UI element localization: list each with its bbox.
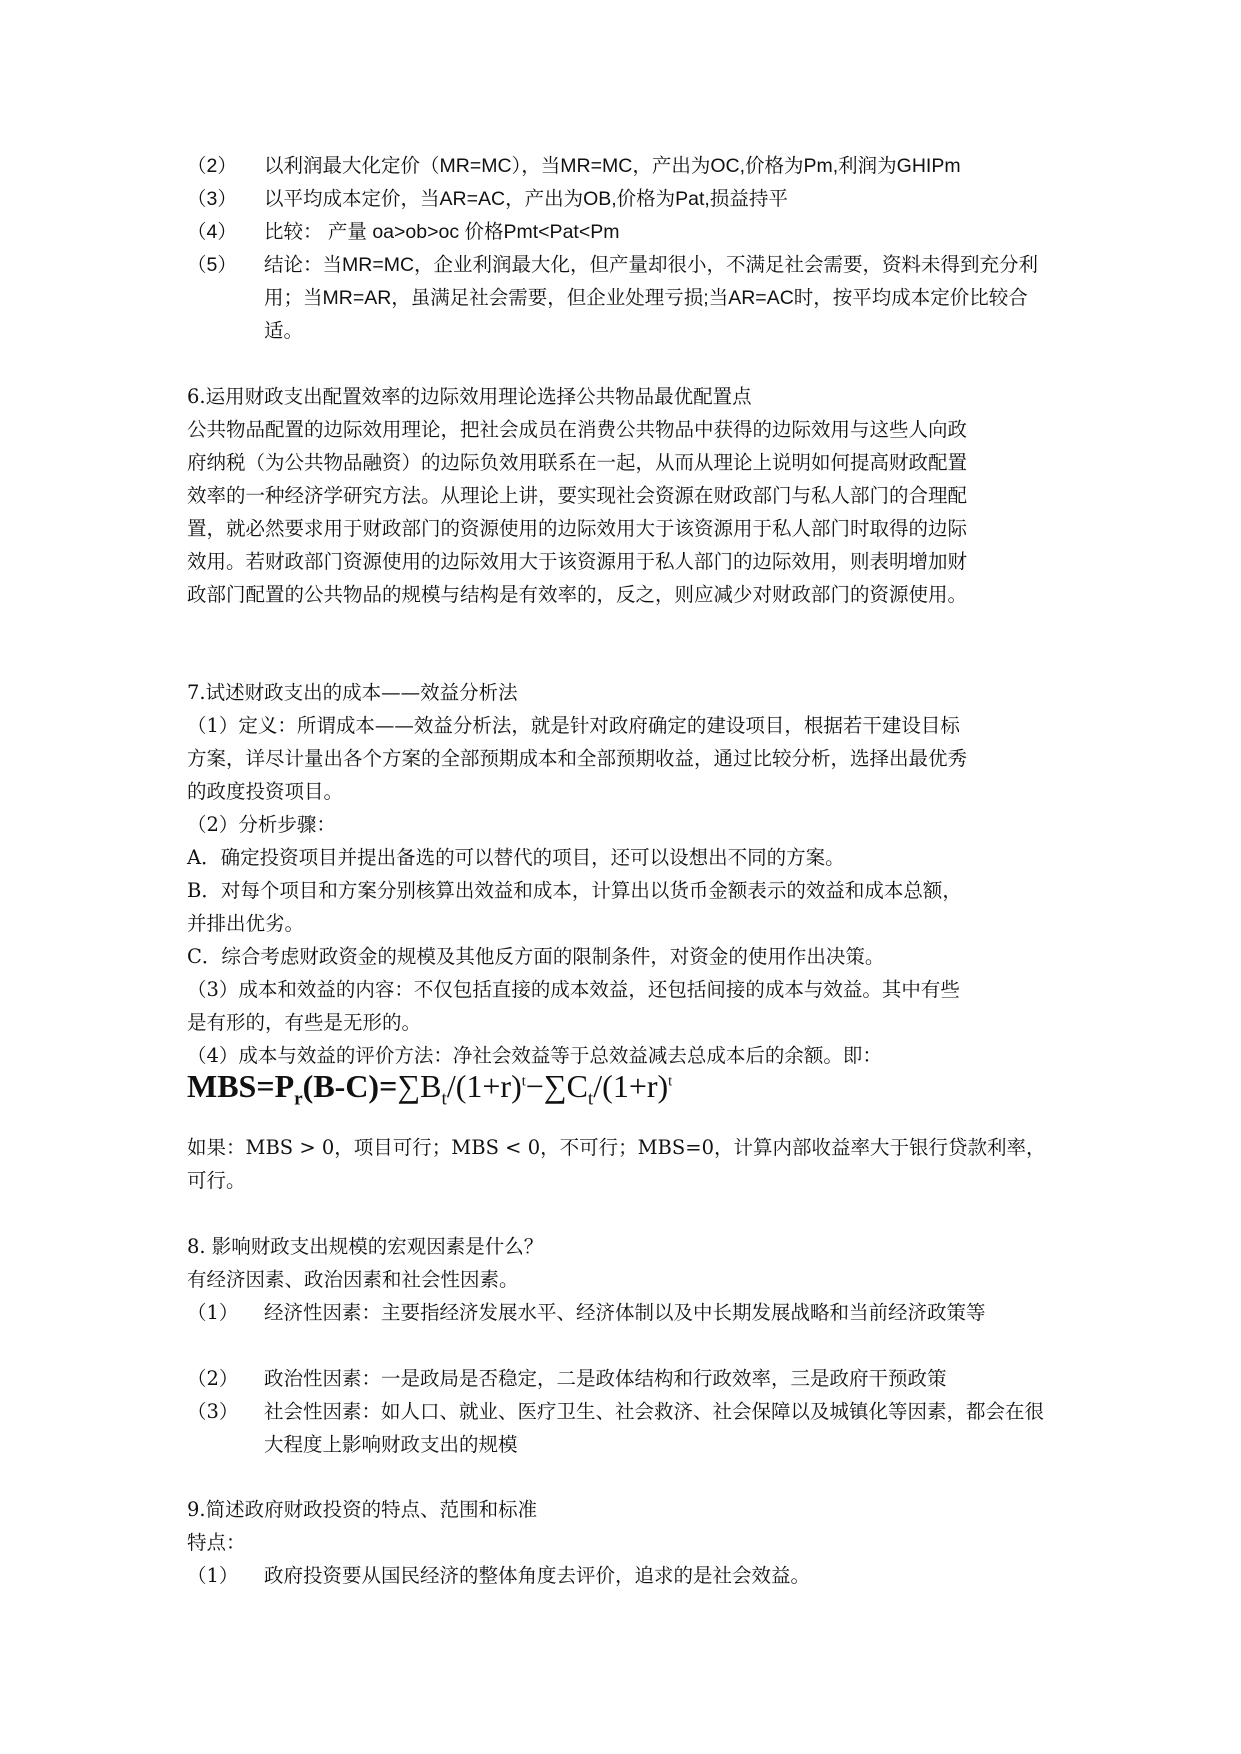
mbs-formula bbox=[187, 1068, 672, 1110]
paragraph-line: 并排出优劣。 bbox=[187, 912, 305, 935]
list-text: 结论：当MR=MC，企业利润最大化，但产量却很小，不满足社会需要，资料未得到充分利用；当MR=AR，虽满足社会需要，但企业处理亏损;当AR=AC时，按平均成本定价比较合适。 bbox=[264, 254, 1039, 342]
paragraph-line: 特点： bbox=[187, 1531, 246, 1554]
paragraph-line: 如果：MBS > 0，项目可行；MBS < 0，不可行；MBS=0，计算内部收益率大于银行贷款利率， bbox=[187, 1136, 1046, 1159]
formula-sum-cost: ∑C bbox=[543, 1068, 588, 1104]
paragraph-line: （2）分析步骤： bbox=[187, 813, 336, 836]
paragraph-line: 的政度投资项目。 bbox=[187, 780, 344, 803]
section-7-title: 7.试述财政支出的成本——效益分析法 bbox=[187, 681, 518, 704]
list-number: （1） bbox=[187, 1301, 239, 1324]
formula-discount: /(1+r) bbox=[446, 1068, 522, 1104]
paragraph-line: 是有形的，有些是无形的。 bbox=[187, 1011, 422, 1034]
list-item bbox=[187, 1559, 1057, 1592]
list-text: 政治性因素：一是政局是否稳定，二是政体结构和行政效率，三是政府干预政策 bbox=[264, 1367, 947, 1390]
section-6-title: 6.运用财政支出配置效率的边际效用理论选择公共物品最优配置点 bbox=[187, 385, 752, 408]
list-text: 以平均成本定价，当AR=AC，产出为OB,价格为Pat,损益持平 bbox=[264, 188, 788, 210]
section-9-title: 9.简述政府财政投资的特点、范围和标准 bbox=[187, 1498, 538, 1521]
formula-lhs: MBS=P bbox=[187, 1068, 295, 1104]
paragraph-line: （3）成本和效益的内容：不仅包括直接的成本效益，还包括间接的成本与效益。其中有些 bbox=[187, 978, 960, 1001]
list-text: 以利润最大化定价（MR=MC），当MR=MC，产出为OC,价格为Pm,利润为GHIPm bbox=[264, 155, 961, 177]
formula-minus: − bbox=[525, 1068, 544, 1104]
formula-subscript: r bbox=[294, 1088, 303, 1110]
paragraph-line: 效率的一种经济学研究方法。从理论上讲，要实现社会资源在财政部门与私人部门的合理配 bbox=[187, 484, 968, 507]
list-item bbox=[187, 249, 1057, 348]
section-8-title: 8. 影响财政支出规模的宏观因素是什么？ bbox=[187, 1235, 544, 1258]
list-item bbox=[187, 1395, 1057, 1461]
list-item bbox=[187, 1362, 1057, 1395]
formula-exponent: t bbox=[521, 1073, 526, 1090]
formula-exponent: t bbox=[668, 1073, 673, 1090]
paragraph-line: A．确定投资项目并提出备选的可以替代的项目，还可以设想出不同的方案。 bbox=[187, 846, 845, 869]
formula-sum-benefit: ∑B bbox=[397, 1068, 442, 1104]
list-item bbox=[187, 183, 1057, 216]
formula-mid: (B-C)= bbox=[302, 1068, 398, 1104]
formula-subscript: t bbox=[441, 1088, 447, 1110]
list-text: 经济性因素：主要指经济发展水平、经济体制以及中长期发展战略和当前经济政策等 bbox=[264, 1301, 986, 1324]
list-item bbox=[187, 150, 1057, 183]
list-number: （4） bbox=[187, 221, 237, 243]
list-text: 社会性因素：如人口、就业、医疗卫生、社会救济、社会保障以及城镇化等因素，都会在很大程度上影响财政支出的规模 bbox=[264, 1400, 1045, 1456]
paragraph-line: 政部门配置的公共物品的规模与结构是有效率的，反之，则应减少对财政部门的资源使用。 bbox=[187, 583, 968, 606]
paragraph-line: 公共物品配置的边际效用理论，把社会成员在消费公共物品中获得的边际效用与这些人向政 bbox=[187, 418, 968, 441]
list-text: 政府投资要从国民经济的整体角度去评价，追求的是社会效益。 bbox=[264, 1564, 811, 1587]
list-number: （2） bbox=[187, 155, 237, 177]
list-item bbox=[187, 216, 1057, 249]
list-number: （3） bbox=[187, 188, 237, 210]
paragraph-line: （1）定义：所谓成本——效益分析法，就是针对政府确定的建设项目，根据若干建设目标 bbox=[187, 714, 960, 737]
paragraph-line: C．综合考虑财政资金的规模及其他反方面的限制条件，对资金的使用作出决策。 bbox=[187, 945, 885, 968]
paragraph-line: （4）成本与效益的评价方法：净社会效益等于总效益减去总成本后的余额。即： bbox=[187, 1044, 882, 1067]
list-number: （2） bbox=[187, 1367, 239, 1390]
list-number: （1） bbox=[187, 1564, 239, 1587]
formula-discount: /(1+r) bbox=[593, 1068, 669, 1104]
list-text: 比较： 产量 oa>ob>oc 价格Pmt<Pat<Pm bbox=[264, 221, 620, 243]
paragraph-line: 效用。若财政部门资源使用的边际效用大于该资源用于私人部门的边际效用，则表明增加财 bbox=[187, 550, 968, 573]
list-number: （3） bbox=[187, 1400, 239, 1423]
list-number: （5） bbox=[187, 254, 237, 276]
paragraph-line: 有经济因素、政治因素和社会性因素。 bbox=[187, 1268, 519, 1291]
paragraph-line: 置，就必然要求用于财政部门的资源使用的边际效用大于该资源用于私人部门时取得的边际 bbox=[187, 517, 968, 540]
formula-subscript: t bbox=[587, 1088, 594, 1110]
paragraph-line: 方案，详尽计量出各个方案的全部预期成本和全部预期收益，通过比较分析，选择出最优秀 bbox=[187, 747, 968, 770]
list-item bbox=[187, 1296, 1057, 1329]
paragraph-line: B．对每个项目和方案分别核算出效益和成本，计算出以货币金额表示的效益和成本总额， bbox=[187, 879, 962, 902]
paragraph-line: 府纳税（为公共物品融资）的边际负效用联系在一起，从而从理论上说明如何提高财政配置 bbox=[187, 451, 968, 474]
paragraph-line: 可行。 bbox=[187, 1169, 246, 1192]
